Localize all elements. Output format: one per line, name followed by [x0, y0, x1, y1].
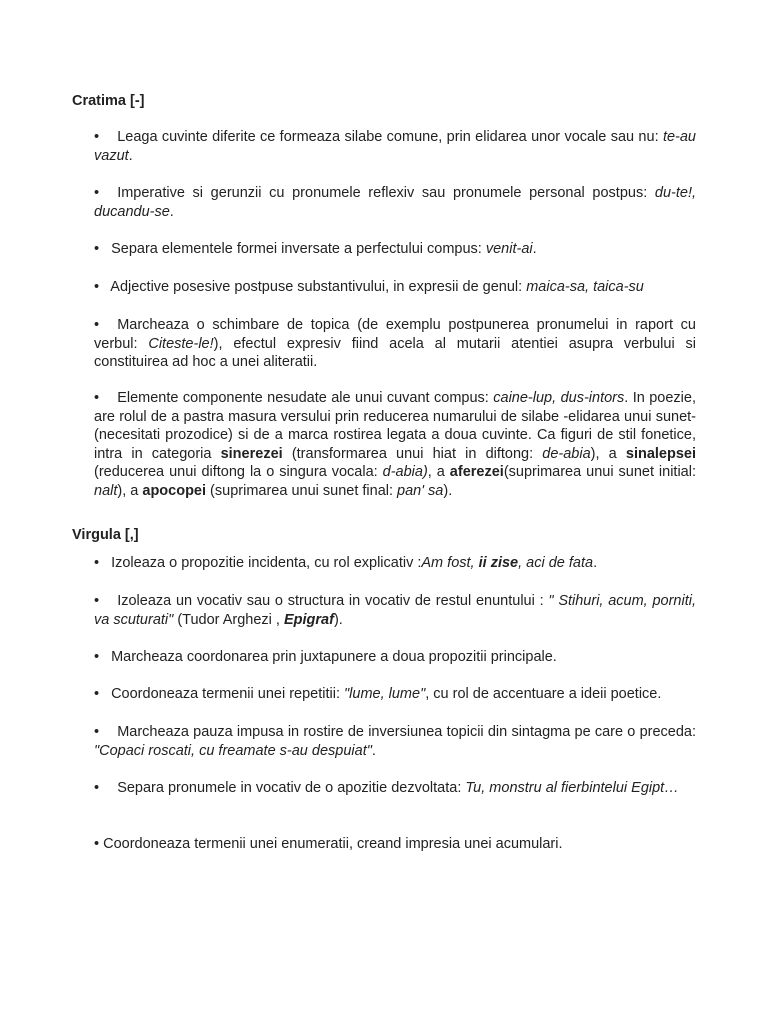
bullet-icon: •	[94, 241, 100, 257]
list-item: • Izoleaza o propozitie incidenta, cu rol explicativ :Am fost, ii zise, aci de fata.	[94, 555, 598, 571]
bullet-icon: •	[94, 317, 100, 333]
bullet-icon: •	[94, 185, 100, 201]
list-item: • Separa elementele formei inversate a perfectului compus: venit-ai.	[94, 241, 537, 257]
list-item: • Adjective posesive postpuse substantivului, in expresii de genul: maica-sa, taica-su	[94, 279, 644, 295]
bullet-icon: •	[94, 390, 100, 406]
list-item: • Izoleaza un vocativ sau o structura in vocativ de restul enuntului : " Stihuri, acum, porniti, va scuturati" (Tudor Arghezi , Epigraf).	[94, 593, 696, 628]
list-item: • Imperative si gerunzii cu pronumele reflexiv sau pronumele personal postpus: du-te!, ducandu-se.	[94, 185, 696, 220]
bullet-icon: •	[94, 836, 100, 852]
bullet-icon: •	[94, 279, 100, 295]
bullet-icon: •	[94, 649, 100, 665]
list-item: • Marcheaza pauza impusa in rostire de inversiunea topicii din sintagma pe care o preceda: "Copaci roscati, cu freamate s-au despuiat".	[94, 724, 696, 759]
bullet-icon: •	[94, 686, 100, 702]
section-heading-virgula: Virgula [,]	[72, 527, 139, 543]
section-heading-cratima: Cratima [-]	[72, 93, 145, 109]
list-item: • Coordoneaza termenii unei repetitii: "lume, lume", cu rol de accentuare a ideii poetice.	[94, 686, 662, 702]
list-item: • Separa pronumele in vocativ de o apozitie dezvoltata: Tu, monstru al fierbintelui Egipt…	[94, 780, 679, 796]
list-item: • Leaga cuvinte diferite ce formeaza silabe comune, prin elidarea unor vocale sau nu: te-au vazut.	[94, 129, 696, 164]
list-item: • Coordoneaza termenii unei enumeratii, creand impresia unei acumulari.	[94, 836, 563, 852]
bullet-icon: •	[94, 555, 100, 571]
bullet-icon: •	[94, 724, 100, 740]
list-item: • Elemente componente nesudate ale unui cuvant compus: caine-lup, dus-intors. In poezie, are rolul de a pastra masura versului prin reducerea numarului de silabe -elidarea unui sunet- (necesitati prozodice) si de a marca rostirea legata a doua cuvinte. Ca figuri de stil fonetice, intra in categoria sinerezei (transformarea unui hiat in diftong: de-abia), a sinalepsei (reducerea unui diftong la o singura vocala: d-abia), a aferezei(suprimarea unui sunet initial: nalt), a apocopei (suprimarea unui sunet final: pan' sa).	[94, 390, 697, 499]
list-item: • Marcheaza coordonarea prin juxtapunere a doua propozitii principale.	[94, 649, 557, 665]
list-item: • Marcheaza o schimbare de topica (de exemplu postpunerea pronumelui in raport cu verbul: Citeste-le!), efectul expresiv fiind acela al mutarii atentiei asupra verbului si constituirea ad hoc a unei aliteratii.	[94, 317, 696, 370]
bullet-icon: •	[94, 780, 100, 796]
bullet-icon: •	[94, 593, 100, 609]
bullet-icon: •	[94, 129, 100, 145]
